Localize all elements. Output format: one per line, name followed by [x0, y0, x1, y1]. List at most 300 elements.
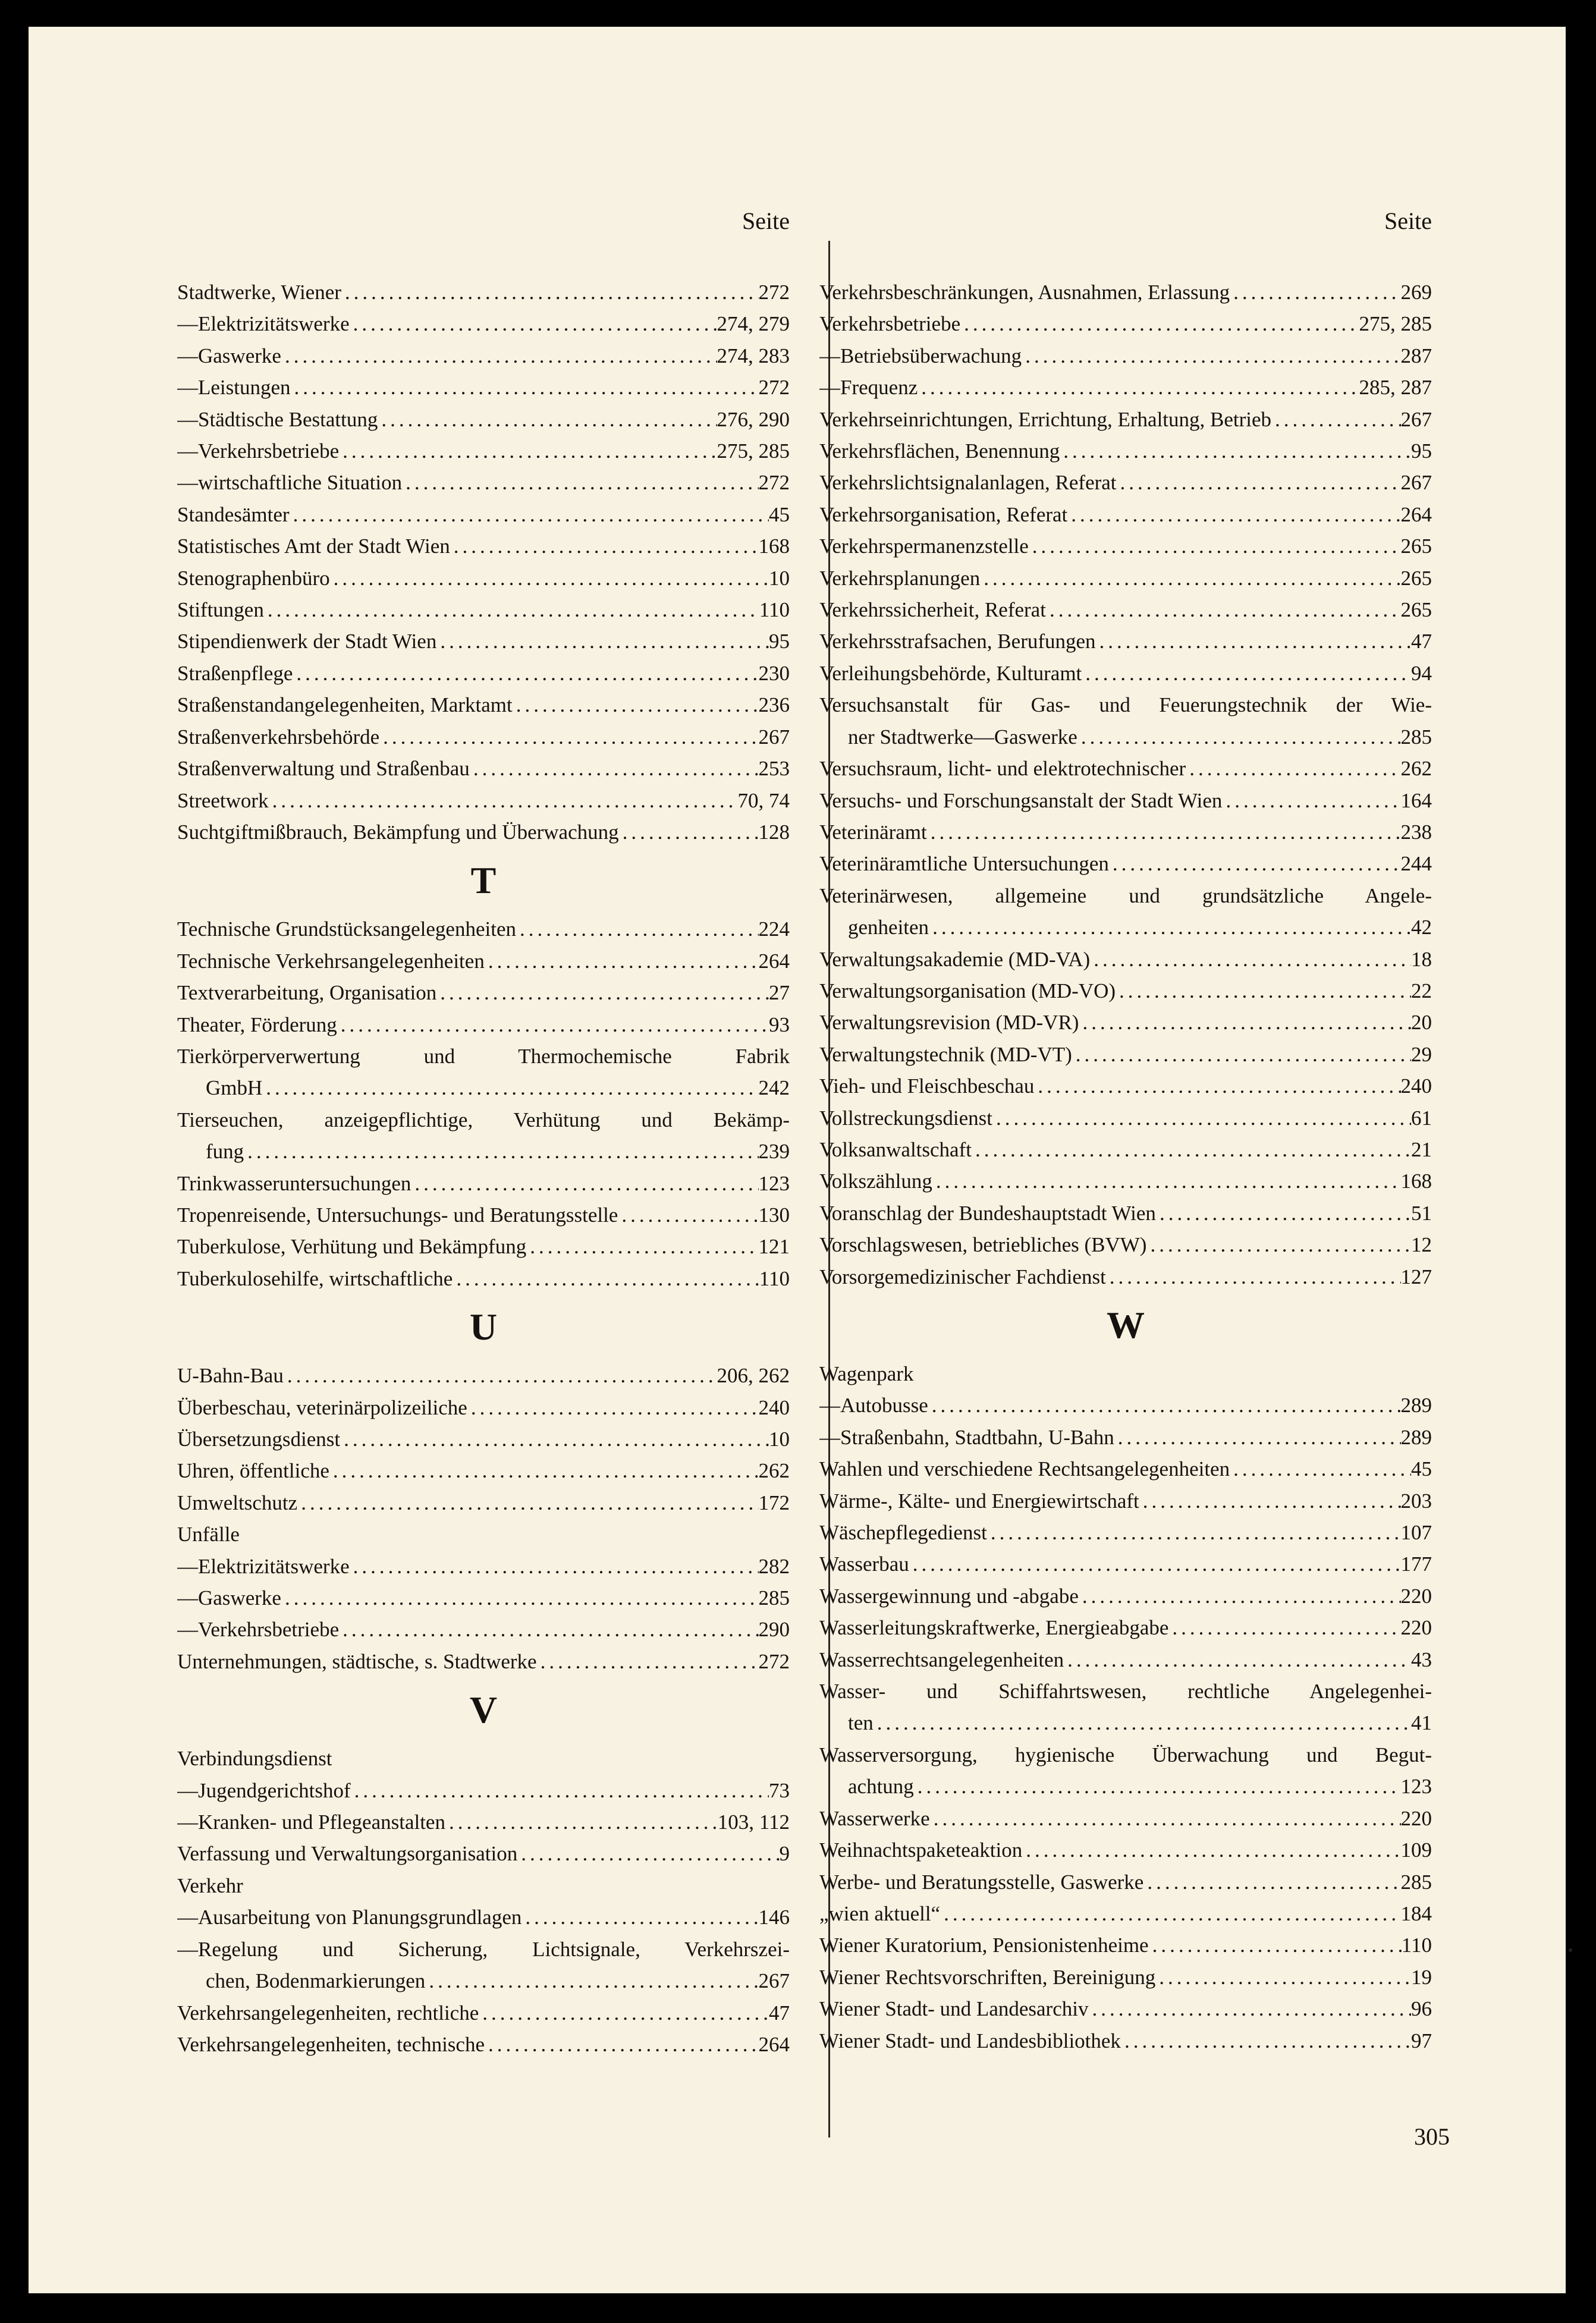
- entry-label: Straßenpflege: [177, 661, 293, 685]
- index-entry: [819, 1993, 1432, 2025]
- entry-label: Veterinäramtliche Untersuchungen: [819, 852, 1109, 876]
- entry-page: 12: [1411, 1233, 1432, 1257]
- entry-label: Veterinärwesen, allgemeine und grundsätzliche Angele-: [819, 884, 1432, 907]
- leader-dots: [980, 562, 1400, 594]
- entry-label: Verkehrsbeschränkungen, Ausnahmen, Erlassung: [819, 281, 1230, 304]
- leader-dots: [513, 689, 759, 721]
- index-entry: [177, 785, 790, 816]
- leader-dots: [960, 308, 1359, 340]
- index-entry: [177, 1487, 790, 1519]
- page-number: 305: [1414, 2123, 1450, 2150]
- entry-page: 285: [758, 1586, 790, 1610]
- entry-label: Textverarbeitung, Organisation: [177, 981, 437, 1005]
- index-entry-line: [819, 372, 1432, 403]
- index-entry-line: [177, 467, 790, 498]
- index-entry: [819, 1548, 1432, 1580]
- entry-page: 206, 262: [717, 1364, 790, 1388]
- entry-page: 73: [769, 1778, 790, 1802]
- entry-page: 265: [1400, 566, 1432, 590]
- leader-dots: [351, 1775, 769, 1806]
- index-entry: [177, 467, 790, 498]
- leader-dots: [284, 1360, 717, 1391]
- index-entry: [177, 1360, 790, 1391]
- index-entry: [819, 816, 1432, 848]
- leader-dots: [619, 816, 759, 848]
- leader-dots: [1067, 499, 1400, 530]
- index-entry: [819, 1453, 1432, 1485]
- entry-label: Voranschlag der Bundeshauptstadt Wien: [819, 1201, 1156, 1225]
- entry-label: Vollstreckungsdienst: [819, 1106, 993, 1130]
- entry-label: Verkehrssicherheit, Referat: [819, 598, 1046, 622]
- leader-dots: [1156, 1197, 1411, 1229]
- leader-dots: [402, 467, 758, 498]
- index-entry: [177, 816, 790, 848]
- index-entry-line: [819, 308, 1432, 340]
- index-entry: [177, 1614, 790, 1645]
- index-entry-line: [819, 1261, 1432, 1293]
- index-entry-line: [819, 1134, 1432, 1165]
- index-entry: [819, 308, 1432, 340]
- leader-dots: [516, 913, 759, 945]
- leader-dots: [485, 945, 759, 977]
- index-entry-line: [177, 1041, 790, 1072]
- entry-label: —Straßenbahn, Stadtbahn, U-Bahn: [819, 1425, 1114, 1449]
- leader-dots: [1109, 848, 1401, 879]
- entry-page: 146: [758, 1906, 790, 1929]
- entry-page: 121: [758, 1235, 790, 1259]
- index-entry: [177, 1455, 790, 1486]
- index-entry-line: [177, 594, 790, 625]
- index-entry-line: [177, 785, 790, 816]
- entry-label: Verbindungsdienst: [177, 1747, 332, 1771]
- leader-dots: [467, 1392, 759, 1423]
- index-entry: [177, 499, 790, 530]
- entry-page: 27: [769, 981, 790, 1005]
- entry-label: —Ausarbeitung von Planungsgrundlagen: [177, 1906, 522, 1929]
- index-entry: [819, 1866, 1432, 1898]
- index-entry: [819, 435, 1432, 467]
- entry-page: 10: [769, 566, 790, 590]
- leader-dots: [269, 785, 738, 816]
- index-entry-line: [177, 499, 790, 530]
- entry-page: 43: [1411, 1648, 1432, 1671]
- index-entry: [177, 594, 790, 625]
- index-entry: [819, 658, 1432, 689]
- leader-dots: [537, 1646, 759, 1677]
- index-entry-line: [819, 1485, 1432, 1517]
- entry-page: 220: [1400, 1806, 1432, 1830]
- index-entry-line: [177, 1901, 790, 1933]
- entry-label: Vorschlagswesen, betriebliches (BVW): [819, 1233, 1147, 1257]
- index-entry: [819, 562, 1432, 594]
- entry-page: 103, 112: [717, 1810, 790, 1834]
- entry-label-continued: genheiten: [848, 916, 929, 939]
- entry-label-continued: chen, Bodenmarkierungen: [206, 1969, 426, 1993]
- index-entry-line: [819, 1739, 1432, 1771]
- entry-page: 267: [758, 1969, 790, 1993]
- entry-page: 267: [758, 725, 790, 749]
- entry-label: —Elektrizitätswerke: [177, 312, 350, 336]
- entry-page: 177: [1400, 1552, 1432, 1576]
- leader-dots: [1271, 404, 1400, 435]
- index-entry-line: [819, 594, 1432, 625]
- entry-page: 123: [758, 1171, 790, 1195]
- entry-label: Vorsorgemedizinischer Fachdienst: [819, 1265, 1106, 1288]
- entry-page: 236: [758, 693, 790, 717]
- leader-dots: [350, 308, 717, 340]
- index-entry-line: [177, 1934, 790, 1965]
- index-entry: [819, 404, 1432, 435]
- entry-label: Wassergewinnung und -abgabe: [819, 1584, 1079, 1608]
- entry-label: —Jugendgerichtshof: [177, 1778, 351, 1802]
- index-entry-line: [819, 1771, 1432, 1802]
- leader-dots: [1106, 1261, 1401, 1293]
- index-entry: [819, 467, 1432, 498]
- leader-dots: [1034, 1070, 1400, 1102]
- index-entry-line: [819, 1070, 1432, 1102]
- leader-dots: [436, 977, 769, 1008]
- leader-dots: [350, 1551, 759, 1582]
- index-entry-line: [177, 945, 790, 977]
- paper-speck: [1569, 1948, 1572, 1952]
- leader-dots: [918, 372, 1359, 403]
- entry-page: 184: [1400, 1901, 1432, 1925]
- leader-dots: [329, 1455, 759, 1486]
- entry-page: 272: [758, 471, 790, 495]
- entry-page: 272: [758, 281, 790, 304]
- index-entry: [819, 753, 1432, 784]
- index-entry-line: [819, 404, 1432, 435]
- entry-page: 267: [1400, 471, 1432, 495]
- leader-dots: [1116, 975, 1411, 1007]
- entry-page: 239: [758, 1140, 790, 1164]
- leader-dots: [992, 1102, 1411, 1134]
- column-header-seite: Seite: [742, 208, 790, 234]
- leader-dots: [1079, 1580, 1401, 1612]
- index-entry: [819, 1834, 1432, 1866]
- index-entry-line: [177, 689, 790, 721]
- leader-dots: [1222, 785, 1400, 816]
- index-entry: [177, 372, 790, 403]
- leader-dots: [281, 340, 717, 372]
- leader-dots: [1230, 276, 1400, 308]
- index-entry: [819, 1485, 1432, 1517]
- entry-label: —Autobusse: [819, 1394, 928, 1417]
- index-entry: [819, 785, 1432, 816]
- leader-dots: [932, 1165, 1401, 1197]
- index-entry-line: [819, 785, 1432, 816]
- index-entry-line: [819, 1007, 1432, 1038]
- index-entry: [819, 1580, 1432, 1612]
- index-entry-line: [177, 1231, 790, 1262]
- leader-dots: [341, 276, 759, 308]
- index-entry-line: [177, 1455, 790, 1486]
- entry-page: 230: [758, 661, 790, 685]
- index-entry-line: [819, 1707, 1432, 1739]
- index-entry: [177, 435, 790, 467]
- index-entry-line: [819, 499, 1432, 530]
- leader-dots: [909, 1548, 1401, 1580]
- entry-label-continued: achtung: [848, 1775, 914, 1799]
- entry-page: 264: [758, 949, 790, 973]
- index-entry-line: [177, 1806, 790, 1838]
- entry-label: Verkehrsbetriebe: [819, 312, 961, 336]
- entry-page: 123: [1400, 1775, 1432, 1799]
- entry-page: 168: [1400, 1170, 1432, 1193]
- leader-dots: [337, 1009, 769, 1041]
- leader-dots: [1077, 721, 1401, 753]
- index-entry-line: [177, 1997, 790, 2029]
- index-entry: [177, 1806, 790, 1838]
- index-entry-line: [177, 340, 790, 372]
- section-letter: U: [469, 1306, 498, 1348]
- entry-page: 164: [1400, 788, 1432, 812]
- entry-page: 262: [758, 1459, 790, 1483]
- index-entry: [819, 594, 1432, 625]
- index-entry-line: [819, 625, 1432, 657]
- leader-dots: [1096, 625, 1411, 657]
- index-entry: [819, 1229, 1432, 1260]
- entry-page: 168: [758, 535, 790, 558]
- entry-label: Verwaltungstechnik (MD-VT): [819, 1042, 1072, 1066]
- index-entry-line: [177, 1104, 790, 1136]
- entry-label: —Regelung und Sicherung, Lichtsignale, Verkehrszei-: [177, 1937, 790, 1961]
- index-entry: [177, 340, 790, 372]
- index-entry: [819, 1898, 1432, 1929]
- leader-dots: [972, 1134, 1411, 1165]
- leader-dots: [340, 1423, 769, 1455]
- index-entries-left: [177, 276, 790, 2060]
- entry-label: U-Bahn-Bau: [177, 1364, 284, 1388]
- index-entry: [177, 977, 790, 1008]
- index-entry-line: [819, 340, 1432, 372]
- index-entry: [177, 945, 790, 977]
- entry-label: Uhren, öffentliche: [177, 1459, 329, 1483]
- index-entry-line: [177, 372, 790, 403]
- leader-dots: [479, 1997, 769, 2029]
- entry-page: 289: [1400, 1394, 1432, 1417]
- index-entry-line: [819, 753, 1432, 784]
- leader-dots: [470, 753, 759, 784]
- leader-dots: [1114, 1422, 1401, 1453]
- leader-dots: [425, 1965, 758, 1997]
- index-entry: [819, 1102, 1432, 1134]
- index-entry: [819, 1676, 1432, 1739]
- index-entry-line: [819, 1866, 1432, 1898]
- index-entry-line: [819, 1644, 1432, 1676]
- index-entry-line: [819, 2025, 1432, 2057]
- entry-page: 224: [758, 917, 790, 941]
- entry-label: —Gaswerke: [177, 344, 281, 367]
- entry-label: —Leistungen: [177, 376, 291, 400]
- index-entry-line: [819, 1834, 1432, 1866]
- index-entry-line: [177, 1168, 790, 1199]
- index-entry: [819, 975, 1432, 1007]
- leader-dots: [1117, 467, 1401, 498]
- entry-label: Wagenpark: [819, 1362, 914, 1385]
- entry-label: Wäschepflegedienst: [819, 1521, 987, 1545]
- index-entry-line: [177, 1360, 790, 1391]
- leader-dots: [928, 1390, 1401, 1421]
- index-entry-line: [177, 1009, 790, 1041]
- leader-dots: [339, 1614, 758, 1645]
- index-entry-line: [819, 1102, 1432, 1134]
- entry-label: Theater, Förderung: [177, 1013, 337, 1036]
- index-entry: [177, 1551, 790, 1582]
- index-entry: [819, 1197, 1432, 1229]
- index-entry-line: [819, 276, 1432, 308]
- index-entry-line: [819, 1039, 1432, 1070]
- leader-dots: [927, 816, 1401, 848]
- entry-label: Verkehrslichtsignalanlagen, Referat: [819, 471, 1117, 495]
- entry-label: Unternehmungen, städtische, s. Stadtwerke: [177, 1649, 537, 1673]
- entry-page: 95: [1411, 439, 1432, 463]
- entry-page: 93: [769, 1013, 790, 1036]
- index-entry: [177, 308, 790, 340]
- index-entry-line: [177, 404, 790, 435]
- index-entry-line: [819, 1165, 1432, 1197]
- entry-page: 265: [1400, 598, 1432, 622]
- index-entry-line: [177, 721, 790, 753]
- entry-label: Stadtwerke, Wiener: [177, 281, 341, 304]
- index-entry-line: [819, 975, 1432, 1007]
- index-entry: [177, 2029, 790, 2060]
- leader-dots: [1186, 753, 1400, 784]
- leader-dots: [874, 1707, 1411, 1739]
- entry-label: Stiftungen: [177, 598, 264, 622]
- entry-label: Wasserrechtsangelegenheiten: [819, 1648, 1064, 1671]
- index-entry: [177, 1934, 790, 1997]
- leader-dots: [987, 1517, 1401, 1548]
- leader-dots: [929, 911, 1411, 943]
- entry-label: Verwaltungsorganisation (MD-VO): [819, 979, 1116, 1002]
- index-entry-line: [177, 1519, 790, 1550]
- entry-label: Umweltschutz: [177, 1491, 298, 1514]
- leader-dots: [1082, 658, 1411, 689]
- index-entry-line: [819, 1580, 1432, 1612]
- index-entry-line: [819, 1390, 1432, 1421]
- entry-page: 96: [1411, 1997, 1432, 2021]
- entry-label: Statistisches Amt der Stadt Wien: [177, 535, 450, 558]
- leader-dots: [378, 404, 717, 435]
- index-entry-line: [177, 562, 790, 594]
- leader-dots: [517, 1838, 779, 1869]
- entry-label: Weihnachtspaketeaktion: [819, 1838, 1023, 1862]
- entry-page: 45: [1411, 1457, 1432, 1481]
- leader-dots: [485, 2029, 759, 2060]
- entry-label: Streetwork: [177, 788, 269, 812]
- index-entry: [819, 530, 1432, 562]
- entry-label: Wasserversorgung, hygienische Überwachung und Begut-: [819, 1743, 1432, 1766]
- index-entry: [177, 1231, 790, 1262]
- leader-dots: [1149, 1929, 1402, 1961]
- entry-label: Verfassung und Verwaltungsorganisation: [177, 1842, 518, 1866]
- entry-page: 47: [769, 2001, 790, 2025]
- entry-label: „wien aktuell“: [819, 1901, 941, 1925]
- index-entry-line: [819, 721, 1432, 753]
- index-entry-line: [177, 1614, 790, 1645]
- index-entry: [177, 1041, 790, 1104]
- index-entry: [177, 721, 790, 753]
- index-entry: [177, 1646, 790, 1677]
- entry-page: 107: [1400, 1521, 1432, 1545]
- index-entry-line: [819, 1676, 1432, 1707]
- entry-page: 274, 283: [717, 344, 790, 367]
- index-entry: [819, 372, 1432, 403]
- entry-page: 29: [1411, 1042, 1432, 1066]
- entry-page: 285: [1400, 725, 1432, 749]
- index-entry-line: [819, 1929, 1432, 1961]
- entry-page: 274, 279: [717, 312, 790, 336]
- entry-page: 61: [1411, 1106, 1432, 1130]
- entry-label: Verwaltungsrevision (MD-VR): [819, 1011, 1079, 1035]
- index-entry: [177, 404, 790, 435]
- index-entry-line: [177, 530, 790, 562]
- leader-dots: [1168, 1612, 1400, 1643]
- entry-page: 269: [1400, 281, 1432, 304]
- leader-dots: [290, 499, 769, 530]
- entry-page: 238: [1400, 820, 1432, 844]
- index-entry: [819, 1644, 1432, 1676]
- entry-label: Stenographenbüro: [177, 566, 330, 590]
- index-entry-line: [177, 1423, 790, 1455]
- entry-page: 272: [758, 1649, 790, 1673]
- leader-dots: [330, 562, 769, 594]
- index-entry: [177, 1838, 790, 1869]
- entry-page: 9: [779, 1842, 790, 1866]
- index-entry-line: [819, 658, 1432, 689]
- leader-dots: [281, 1582, 759, 1614]
- entry-label: Wasserwerke: [819, 1806, 930, 1830]
- entry-page: 51: [1411, 1201, 1432, 1225]
- leader-dots: [1060, 435, 1411, 467]
- entry-label: Wärme-, Kälte- und Energiewirtschaft: [819, 1489, 1139, 1513]
- entry-page: 267: [1400, 407, 1432, 431]
- index-entry: [819, 1007, 1432, 1038]
- entry-label: Tropenreisende, Untersuchungs- und Beratungsstelle: [177, 1203, 618, 1227]
- index-entry: [819, 1165, 1432, 1197]
- leader-dots: [450, 530, 759, 562]
- entry-page: 285: [1400, 1870, 1432, 1894]
- leader-dots: [244, 1136, 758, 1167]
- entry-label: —Frequenz: [819, 376, 918, 400]
- index-page: [29, 27, 1566, 2293]
- entry-label: —Elektrizitätswerke: [177, 1554, 350, 1578]
- index-entry: [177, 1775, 790, 1806]
- index-entry-line: [177, 435, 790, 467]
- index-entry-line: [177, 1743, 790, 1774]
- entry-label: Wiener Stadt- und Landesbibliothek: [819, 2029, 1121, 2052]
- index-entry: [177, 1104, 790, 1168]
- entry-label: Übersetzungsdienst: [177, 1428, 341, 1451]
- index-entry: [819, 1961, 1432, 1993]
- entry-label-continued: ten: [848, 1711, 874, 1735]
- index-entry: [177, 753, 790, 784]
- entry-page: 10: [769, 1428, 790, 1451]
- entry-page: 97: [1411, 2029, 1432, 2052]
- entry-label: Tuberkulosehilfe, wirtschaftliche: [177, 1266, 453, 1290]
- index-entry-line: [177, 816, 790, 848]
- entry-page: 110: [759, 1266, 790, 1290]
- entry-label: Volkszählung: [819, 1170, 932, 1193]
- entry-label: Wiener Stadt- und Landesarchiv: [819, 1997, 1089, 2021]
- leader-dots: [262, 1072, 758, 1104]
- entry-label: Vieh- und Fleischbeschau: [819, 1074, 1035, 1098]
- index-entry-line: [177, 1551, 790, 1582]
- leader-dots: [297, 1487, 758, 1519]
- entry-label: Technische Grundstücksangelegenheiten: [177, 917, 516, 941]
- index-entry: [177, 1199, 790, 1231]
